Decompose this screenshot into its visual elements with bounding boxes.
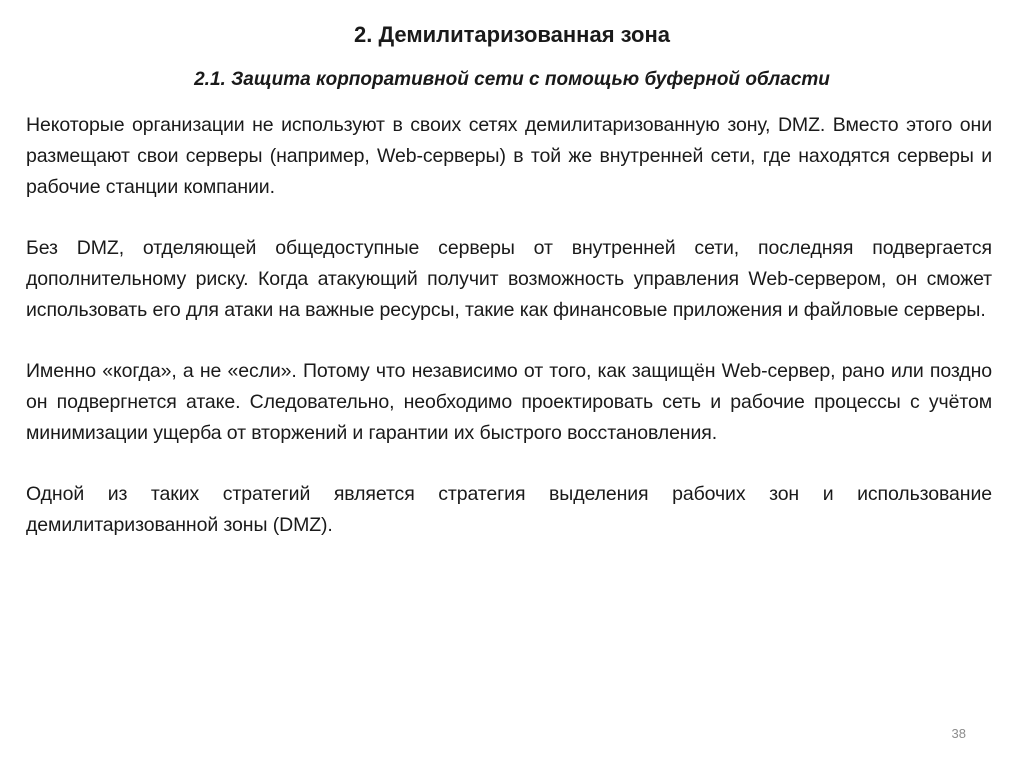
slide-title: 2. Демилитаризованная зона: [353, 22, 671, 47]
paragraph: Одной из таких стратегий является стратегия выделения рабочих зон и использование демилитаризованной зоны (DMZ).: [26, 483, 992, 536]
slide-subtitle: 2.1. Защита корпоративной сети с помощью буферной области: [194, 69, 830, 90]
page-number: 38: [951, 726, 966, 741]
paragraph: Без DMZ, отделяющей общедоступные серверы от внутренней сети, последняя подвергается дополнительному риску. Когда атакующий получит возможность управления Web-сервером, он сможет использовать его для атаки на важные ресурсы, такие как финансовые приложения и файловые серверы.: [26, 237, 992, 321]
paragraph: Некоторые организации не используют в своих сетях демилитаризованную зону, DMZ. Вместо этого они размещают свои серверы (например, Web-серверы) в той же внутренней сети, где находятся серверы и рабочие станции компании.: [26, 114, 992, 198]
paragraph: Именно «когда», а не «если». Потому что независимо от того, как защищён Web-сервер, рано или поздно он подвергнется атаке. Следовательно, необходимо проектировать сеть и рабочие процессы с учётом минимизации ущерба от вторжений и гарантии их быстрого восстановления.: [26, 360, 992, 444]
slide-body: [26, 110, 992, 571]
